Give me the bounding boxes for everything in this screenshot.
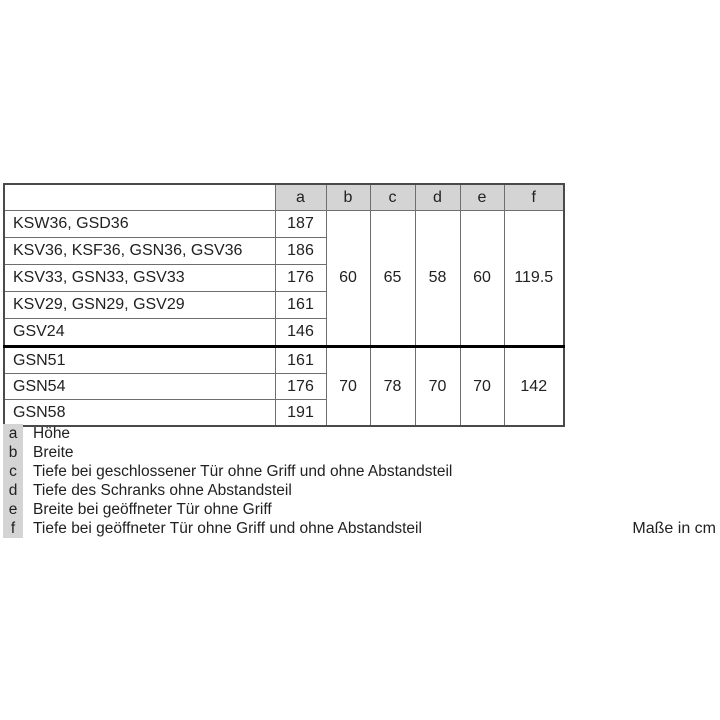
model-cell: GSN51 — [4, 347, 275, 374]
legend-item-a — [3, 424, 452, 443]
header-cell-b: b — [326, 184, 370, 211]
value-a-cell: 146 — [275, 319, 326, 347]
model-cell: KSW36, GSD36 — [4, 211, 275, 238]
model-cell: GSN54 — [4, 374, 275, 400]
value-e-cell: 60 — [460, 211, 504, 347]
value-c-cell: 78 — [370, 347, 415, 427]
legend-key-c: c — [3, 462, 23, 481]
header-cell-c: c — [370, 184, 415, 211]
value-f-cell: 142 — [504, 347, 564, 427]
legend-item-e — [3, 500, 452, 519]
value-c-cell: 65 — [370, 211, 415, 347]
model-cell: KSV33, GSN33, GSV33 — [4, 265, 275, 292]
header-cell-f: f — [504, 184, 564, 211]
legend-key-a: a — [3, 424, 23, 443]
table-group-2 — [4, 347, 564, 427]
value-a-cell: 161 — [275, 292, 326, 319]
legend-key-e: e — [3, 500, 23, 519]
model-cell: KSV36, KSF36, GSN36, GSV36 — [4, 238, 275, 265]
legend-key-d: d — [3, 481, 23, 500]
value-a-cell: 161 — [275, 347, 326, 374]
legend-label-f: Tiefe bei geöffneter Tür ohne Griff und ohne Abstandsteil — [33, 520, 422, 537]
units-note: Maße in cm — [632, 520, 716, 537]
legend-item-c — [3, 462, 452, 481]
value-a-cell: 187 — [275, 211, 326, 238]
value-b-cell: 70 — [326, 347, 370, 427]
model-cell: GSN58 — [4, 400, 275, 427]
model-cell: KSV29, GSN29, GSV29 — [4, 292, 275, 319]
value-a-cell: 191 — [275, 400, 326, 427]
legend-label-e: Breite bei geöffneter Tür ohne Griff — [33, 501, 272, 518]
dimensions-table — [3, 183, 565, 427]
legend-label-a: Höhe — [33, 425, 71, 442]
header-row — [4, 184, 564, 211]
table-header — [4, 184, 564, 211]
value-e-cell: 70 — [460, 347, 504, 427]
legend-item-d — [3, 481, 452, 500]
value-d-cell: 58 — [415, 211, 460, 347]
legend-item-b — [3, 443, 452, 462]
value-b-cell: 60 — [326, 211, 370, 347]
legend-key-b: b — [3, 443, 23, 462]
header-cell-models — [4, 184, 275, 211]
value-a-cell: 176 — [275, 265, 326, 292]
legend-item-f — [3, 519, 452, 538]
value-d-cell: 70 — [415, 347, 460, 427]
table-group-1 — [4, 211, 564, 347]
table-row — [4, 211, 564, 238]
header-cell-a: a — [275, 184, 326, 211]
legend — [3, 424, 452, 538]
value-f-cell: 119.5 — [504, 211, 564, 347]
legend-label-d: Tiefe des Schranks ohne Abstandsteil — [33, 482, 292, 499]
value-a-cell: 176 — [275, 374, 326, 400]
table-row — [4, 347, 564, 374]
model-cell: GSV24 — [4, 319, 275, 347]
value-a-cell: 186 — [275, 238, 326, 265]
legend-key-f: f — [3, 519, 23, 538]
legend-label-b: Breite — [33, 444, 74, 461]
legend-label-c: Tiefe bei geschlossener Tür ohne Griff und ohne Abstandsteil — [33, 463, 453, 480]
header-cell-d: d — [415, 184, 460, 211]
header-cell-e: e — [460, 184, 504, 211]
